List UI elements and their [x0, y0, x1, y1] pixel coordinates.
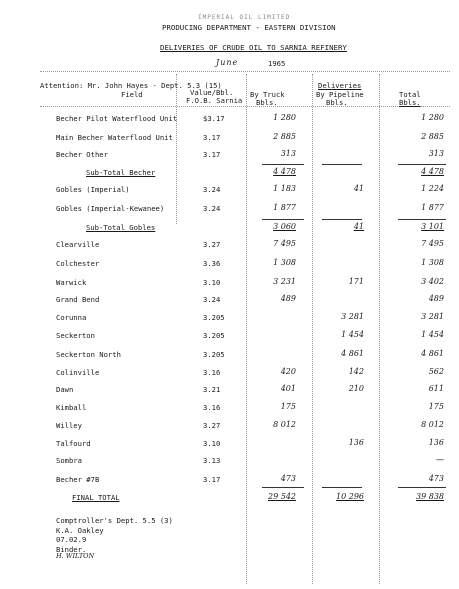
total-bbls: 473 — [428, 474, 444, 483]
field-name: Willey — [56, 421, 82, 430]
truck-bbls: 175 — [280, 402, 296, 411]
total-bbls: 3 281 — [421, 312, 444, 321]
field-name: Grand Bend — [56, 295, 100, 304]
total-bbls: 8 012 — [421, 420, 444, 429]
field-name: Gobles (Imperial) — [56, 185, 130, 194]
value-per-bbl: 3.16 — [203, 368, 221, 377]
field-name: Colinville — [56, 368, 100, 377]
total-bbls: 1 280 — [421, 113, 444, 122]
field-name: Main Becher Waterflood Unit — [56, 133, 173, 142]
field-name: Warwick — [56, 278, 87, 287]
field-name: Sombra — [56, 456, 82, 465]
truck-bbls: 313 — [280, 149, 296, 158]
total-bbls: 2 885 — [421, 132, 444, 141]
value-per-bbl: 3.17 — [203, 475, 221, 484]
comptroller-line: Comptroller's Dept. 5.5 (3) — [56, 516, 173, 525]
subtotal-rule — [262, 219, 304, 220]
total-bbls: 3 101 — [421, 222, 444, 231]
subtotal-rule — [262, 164, 304, 165]
field-name: Colchester — [56, 259, 100, 268]
field-name: Seckerton North — [56, 350, 121, 359]
value-per-bbl: 3.24 — [203, 204, 221, 213]
subtotal-rule — [322, 164, 362, 165]
value-per-bbl: 3.24 — [203, 185, 221, 194]
value-per-bbl: 3.17 — [203, 133, 221, 142]
subtotal-rule — [322, 487, 362, 488]
col-header-value: Value/Bbl. — [190, 88, 234, 97]
truck-bbls: 1 183 — [273, 184, 296, 193]
col-header-truck-unit: Bbls. — [256, 98, 278, 107]
value-per-bbl: 3.10 — [203, 278, 221, 287]
value-per-bbl: 3.27 — [203, 421, 221, 430]
truck-bbls: 489 — [280, 294, 296, 303]
field-name: Clearville — [56, 240, 100, 249]
field-name: Becher #7B — [56, 475, 100, 484]
subtotal-rule — [398, 487, 446, 488]
value-per-bbl: 3.13 — [203, 456, 221, 465]
col-header-total: Total — [399, 90, 421, 99]
field-name: Seckerton — [56, 331, 95, 340]
total-bbls: 313 — [428, 149, 444, 158]
pipeline-bbls: 4 861 — [341, 349, 364, 358]
value-per-bbl: 3.36 — [203, 259, 221, 268]
pipeline-bbls: 142 — [348, 367, 364, 376]
field-name: Gobles (Imperial-Kewanee) — [56, 204, 165, 213]
pipeline-bbls: 41 — [353, 184, 364, 193]
subtotal-rule — [322, 219, 362, 220]
pipeline-bbls: 171 — [348, 277, 364, 286]
field-name: Talfourd — [56, 439, 91, 448]
truck-bbls: 7 495 — [273, 239, 296, 248]
total-bbls: 3 402 — [421, 277, 444, 286]
subtotal-rule — [398, 219, 446, 220]
value-per-bbl: 3.16 — [203, 403, 221, 412]
total-bbls: 175 — [428, 402, 444, 411]
field-name: Kimball — [56, 403, 87, 412]
value-per-bbl: 3.21 — [203, 385, 221, 394]
truck-bbls: 4 478 — [273, 167, 296, 176]
total-bbls: 4 861 — [421, 349, 444, 358]
truck-bbls: 420 — [280, 367, 296, 376]
truck-bbls: 473 — [280, 474, 296, 483]
total-bbls: 1 224 — [421, 184, 444, 193]
total-bbls: 611 — [428, 384, 444, 393]
total-bbls: 489 — [428, 294, 444, 303]
value-per-bbl: 3.27 — [203, 240, 221, 249]
truck-bbls: 8 012 — [273, 420, 296, 429]
document-title: DELIVERIES OF CRUDE OIL TO SARNIA REFINERY — [160, 43, 347, 52]
col-header-total-unit: Bbls. — [399, 98, 421, 107]
pipeline-bbls: 210 — [348, 384, 364, 393]
attention-line: Attention: Mr. John Hayes - Dept. 5.3 (15) — [40, 81, 222, 90]
subtotal-rule — [262, 487, 304, 488]
cc-wilton: H. WILTON — [56, 552, 95, 560]
value-per-bbl: 3.205 — [203, 331, 225, 340]
subtotal-rule — [398, 164, 446, 165]
total-bbls: — — [436, 455, 444, 464]
field-name: FINAL TOTAL — [72, 493, 120, 502]
truck-bbls: 401 — [280, 384, 296, 393]
field-name: Corunna — [56, 313, 87, 322]
pipeline-bbls: 10 296 — [336, 492, 364, 501]
report-month: June — [216, 58, 239, 67]
pipeline-bbls: 41 — [353, 222, 364, 231]
truck-bbls: 3 231 — [273, 277, 296, 286]
col-header-field: Field — [121, 90, 143, 99]
value-per-bbl: 3.205 — [203, 313, 225, 322]
value-per-bbl: 3.205 — [203, 350, 225, 359]
truck-bbls: 1 877 — [273, 203, 296, 212]
total-bbls: 7 495 — [421, 239, 444, 248]
field-name: Sub-Total Becher — [86, 168, 156, 177]
truck-bbls: 2 885 — [273, 132, 296, 141]
cc-binder: Binder. — [56, 545, 87, 554]
col-header-truck: By Truck — [250, 90, 285, 99]
total-bbls: 1 877 — [421, 203, 444, 212]
pipeline-bbls: 3 281 — [341, 312, 364, 321]
truck-bbls: 1 308 — [273, 258, 296, 267]
col-header-pipeline: By Pipeline — [316, 90, 364, 99]
total-bbls: 562 — [428, 367, 444, 376]
value-per-bbl: 3.10 — [203, 439, 221, 448]
col-header-fob: F.O.B. Sarnia — [186, 96, 243, 105]
company-name: IMPERIAL OIL LIMITED — [198, 14, 291, 21]
total-bbls: 136 — [428, 438, 444, 447]
col-header-pipeline-unit: Bbls. — [326, 98, 348, 107]
total-bbls: 1 308 — [421, 258, 444, 267]
division-heading: PRODUCING DEPARTMENT - EASTERN DIVISION — [162, 23, 336, 32]
value-per-bbl: 3.17 — [203, 150, 221, 159]
value-per-bbl: $3.17 — [203, 114, 225, 123]
report-year: 1965 — [268, 59, 286, 68]
field-name: Becher Other — [56, 150, 108, 159]
truck-bbls: 1 280 — [273, 113, 296, 122]
cc-oakley: K.A. Oakley — [56, 526, 104, 535]
total-bbls: 1 454 — [421, 330, 444, 339]
value-per-bbl: 3.24 — [203, 295, 221, 304]
field-name: Becher Pilot Waterflood Unit — [56, 114, 178, 123]
total-bbls: 39 838 — [416, 492, 444, 501]
truck-bbls: 29 542 — [268, 492, 296, 501]
pipeline-bbls: 1 454 — [341, 330, 364, 339]
cc-code: 07.02.9 — [56, 535, 87, 544]
total-bbls: 4 478 — [421, 167, 444, 176]
field-name: Dawn — [56, 385, 74, 394]
pipeline-bbls: 136 — [348, 438, 364, 447]
truck-bbls: 3 060 — [273, 222, 296, 231]
col-header-deliveries: Deliveries — [318, 81, 362, 90]
field-name: Sub-Total Gobles — [86, 223, 156, 232]
